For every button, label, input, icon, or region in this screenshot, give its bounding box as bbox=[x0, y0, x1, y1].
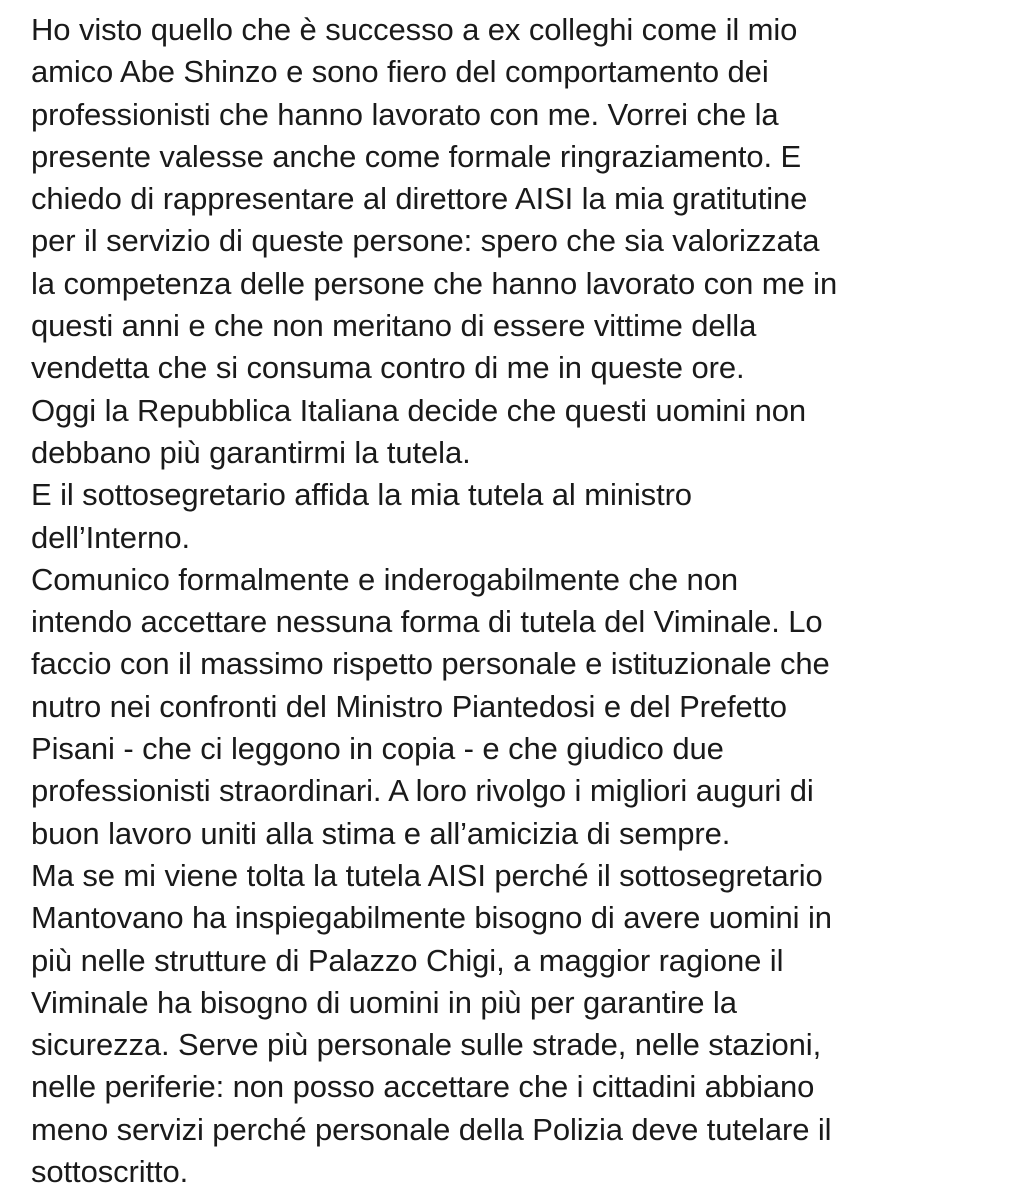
text-line: per il servizio di queste persone: spero che sia valorizzata bbox=[31, 223, 820, 259]
text-line: presente valesse anche come formale ringraziamento. E bbox=[31, 138, 802, 174]
text-line: più nelle strutture di Palazzo Chigi, a maggior ragione il bbox=[31, 942, 784, 978]
text-line: Ho visto quello che è successo a ex colleghi come il mio bbox=[31, 12, 798, 47]
text-line: Viminale ha bisogno di uomini in più per garantire la bbox=[31, 984, 737, 1020]
note-text-body bbox=[31, 0, 1001, 1200]
text-line: meno servizi perché personale della Polizia deve tutelare il bbox=[31, 1111, 832, 1147]
text-line: Ma se mi viene tolta la tutela AISI perché il sottosegretario bbox=[31, 857, 823, 893]
text-line: dell’Interno. bbox=[31, 519, 190, 555]
text-line: faccio con il massimo rispetto personale e istituzionale che bbox=[31, 646, 830, 682]
text-line: professionisti straordinari. A loro rivolgo i migliori auguri di bbox=[31, 773, 814, 809]
text-line: E il sottosegretario affida la mia tutela al ministro bbox=[31, 477, 692, 513]
text-line: amico Abe Shinzo e sono fiero del comportamento dei bbox=[31, 54, 769, 90]
text-line: Comunico formalmente e inderogabilmente che non bbox=[31, 561, 738, 597]
text-line: nutro nei confronti del Ministro Piantedosi e del Prefetto bbox=[31, 688, 787, 724]
text-line: debbano più garantirmi la tutela. bbox=[31, 434, 471, 470]
text-line: intendo accettare nessuna forma di tutela del Viminale. Lo bbox=[31, 604, 823, 640]
text-line: questi anni e che non meritano di essere vittime della bbox=[31, 308, 757, 344]
text-line: buon lavoro uniti alla stima e all’amicizia di sempre. bbox=[31, 815, 731, 851]
text-line: la competenza delle persone che hanno lavorato con me in bbox=[31, 265, 838, 301]
note-paragraphs bbox=[31, 9, 837, 1193]
text-line: nelle periferie: non posso accettare che i cittadini abbiano bbox=[31, 1069, 815, 1105]
text-line: vendetta che si consuma contro di me in queste ore. bbox=[31, 350, 745, 386]
text-line: sottoscritto. bbox=[31, 1154, 189, 1190]
text-line: professionisti che hanno lavorato con me. Vorrei che la bbox=[31, 96, 779, 132]
text-line: sicurezza. Serve più personale sulle strade, nelle stazioni, bbox=[31, 1027, 822, 1063]
text-line: Mantovano ha inspiegabilmente bisogno di avere uomini in bbox=[31, 900, 832, 936]
text-line: chiedo di rappresentare al direttore AISI la mia gratitutine bbox=[31, 181, 808, 217]
text-line: Pisani - che ci leggono in copia - e che giudico due bbox=[31, 731, 724, 767]
text-line: Oggi la Repubblica Italiana decide che questi uomini non bbox=[31, 392, 807, 428]
